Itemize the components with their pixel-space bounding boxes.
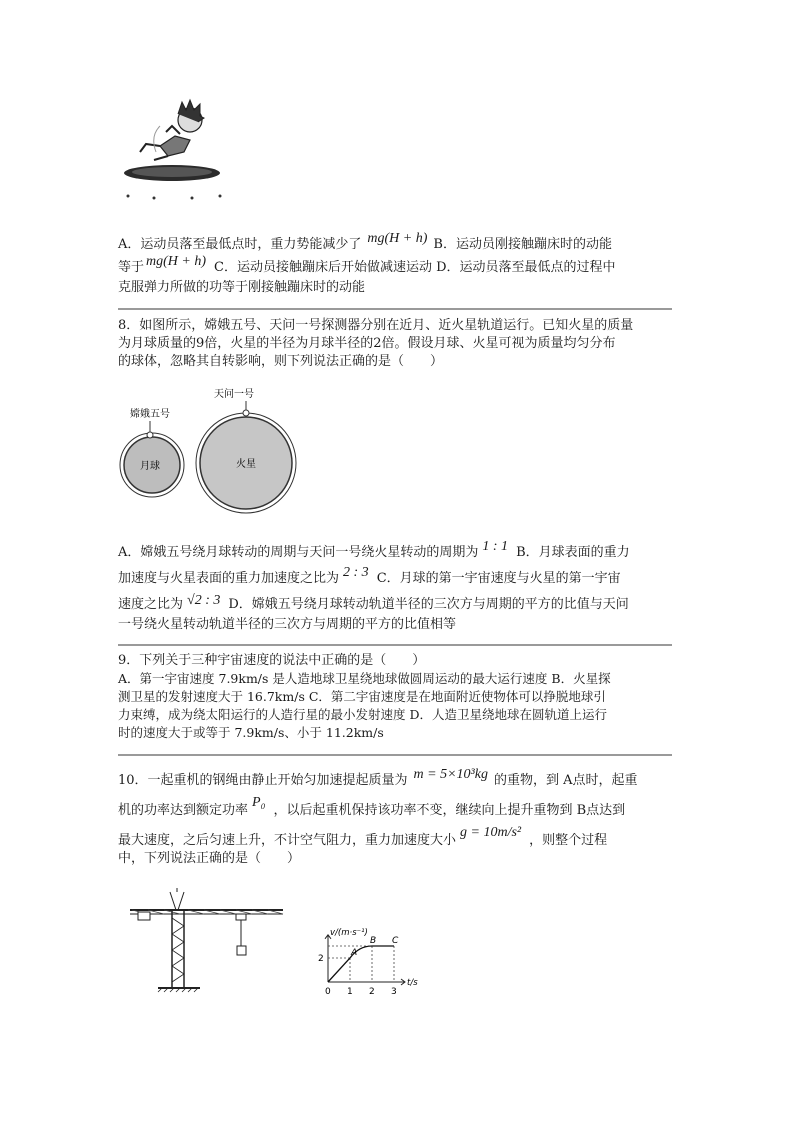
trampoline-figure [120,96,230,206]
velocity-time-chart [310,898,440,998]
label-moon: 月球 [140,461,160,472]
q8-option-a: A．嫦娥五号绕月球转动的周期与天问一号绕火星转动的周期为 1 : 1 B．月球表面的重力 [118,539,630,560]
divider [118,644,672,646]
q10-p0: P₀ [252,795,266,810]
x-tick-label: 3 [391,987,397,997]
crane-load [237,946,246,955]
q7-expr2: mg(H + h) [146,254,207,269]
q10-g: g = 10m/s² [460,825,522,840]
q9-line4: 时的速度大于或等于 7.9km/s、小于 11.2km/s [118,725,384,740]
divider [118,308,672,310]
q8-stem-line1: 8．如图所示，嫦娥五号、天问一号探测器分别在近月、近火星轨道运行。已知火星的质量 [118,318,634,333]
y-axis-label: v/(m·s⁻¹) [330,927,368,938]
x-tick-label: 1 [347,987,353,997]
q10-stem-line4: 中，下列说法正确的是（ ） [118,851,301,866]
q8-stem-line2: 为月球质量的9倍，火星的半径为月球半径的2倍。假设月球、火星可视为质量均匀分布 [118,336,616,351]
point-label-a: A [351,948,358,958]
crane-figure [128,888,288,998]
q7-expr1: mg(H + h) [367,231,428,246]
x-tick-label: 2 [369,987,375,997]
q8-option-b2: 加速度与火星表面的重力加速度之比为 2 : 3 C．月球的第一宇宙速度与火星的第一宇宙 [118,565,621,586]
q8-stem-line3: 的球体，忽略其自转影响，则下列说法正确的是（ ） [118,354,444,369]
x-axis-label: t/s [407,978,418,988]
point-label-b: B [370,936,377,946]
q9-line1: A．第一宇宙速度 7.9km/s 是人造地球卫星绕地球做圆周运动的最大运行速度 B．火星探 [118,671,611,686]
x-tick-label: 0 [325,987,331,997]
q8-option-d2: 一号绕火星转动轨道半径的三次方与周期的平方的比值相等 [118,617,457,632]
q10-stem-line2: 机的功率达到额定功率P₀，以后起重机保持该功率不变，继续向上提升重物到 B点达到 [118,795,626,818]
moon-mars-figure [118,385,318,520]
q9-line3: 力束缚，成为绕太阳运行的人造行星的最小发射速度 D．人造卫星绕地球在圆轨道上运行 [118,707,607,722]
q8-ratio1: 1 : 1 [482,539,509,554]
q8-ratio3: √2 : 3 [187,593,221,608]
q8-option-c2: 速度之比为 √2 : 3 D．嫦娥五号绕月球转动轨道半径的三次方与周期的平方的比值与天问 [118,593,629,612]
q10-stem-line1: 10．一起重机的钢绳由静止开始匀加速提起质量为 m = 5×10³kg 的重物，到 A点时，起重 [118,767,638,788]
y-tick-label: 2 [318,954,324,964]
tianwen1-probe [243,410,249,416]
q9-stem: 9．下列关于三种宇宙速度的说法中正确的是（ ） [118,653,426,668]
change5-probe [147,432,153,438]
point-label-c: C [392,936,399,946]
q9-line2: 测卫星的发射速度大于 16.7km/s C．第二宇宙速度是在地面附近使物体可以挣脱地球引 [118,689,606,704]
q7-option-a: A．运动员落至最低点时，重力势能减少了 mg(H + h) B．运动员刚接触蹦床时的动能 [118,231,612,252]
q7-option-d: 克服弹力所做的功等于刚接触蹦床时的动能 [118,280,366,295]
q8-ratio2: 2 : 3 [343,565,369,580]
q7-option-c: 等于 mg(H + h) C．运动员接触蹦床后开始做减速运动 D．运动员落至最低点的过程中 [118,254,616,275]
q10-mass: m = 5×10³kg [413,767,488,782]
divider [118,754,672,756]
athlete-body [160,136,190,156]
q10-stem-line3: 最大速度，之后匀速上升，不计空气阻力，重力加速度大小g = 10m/s²，则整个过程 [118,825,608,848]
label-mars: 火星 [236,459,256,470]
series-line [328,946,394,982]
label-change5: 嫦娥五号 [130,409,170,420]
label-tianwen1: 天问一号 [214,389,254,400]
